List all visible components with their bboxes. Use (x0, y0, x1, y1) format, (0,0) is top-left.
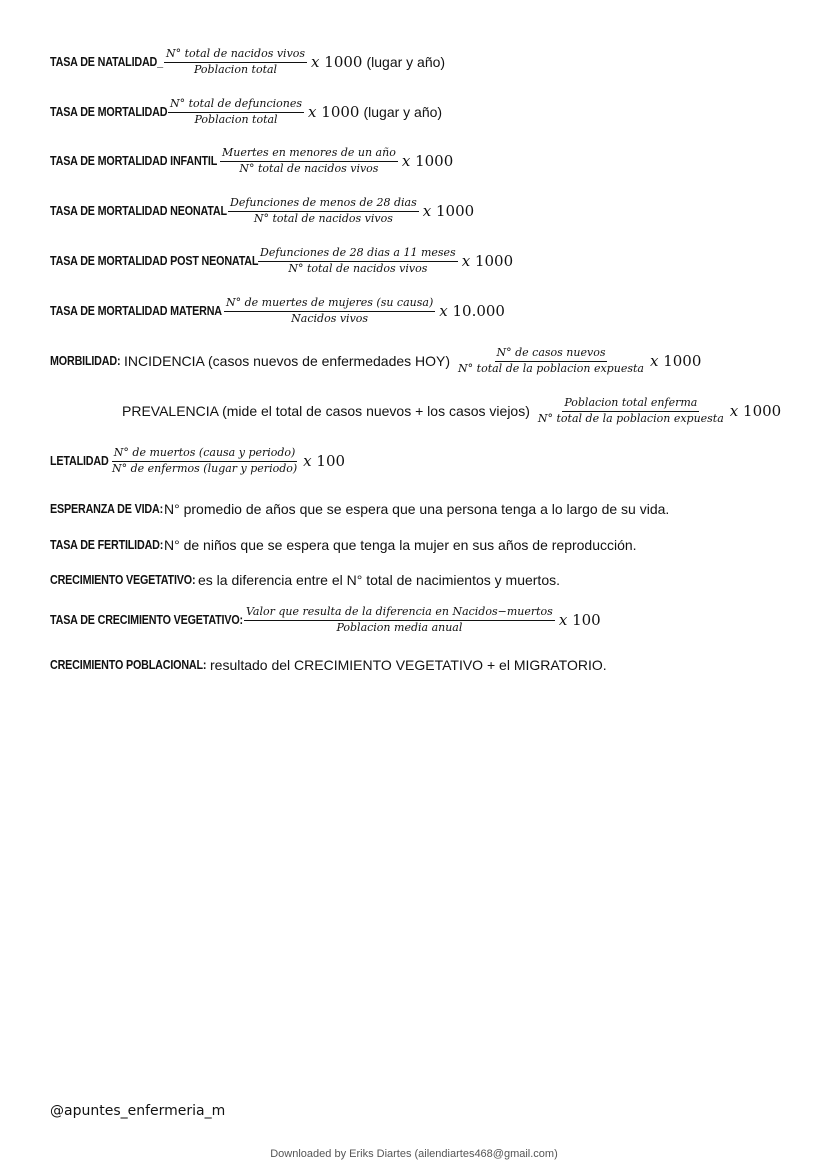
denominator: Poblacion total (193, 62, 278, 76)
label-mortalidad: TASA DE MORTALIDAD (50, 105, 168, 120)
numerator: Defunciones de 28 dias a 11 meses (258, 247, 458, 262)
fertilidad-text: N° de niños que se espera que tenga la mujer en sus años de reproducción. (164, 537, 637, 553)
fraction-materna (224, 297, 435, 325)
fraction-natalidad (164, 48, 307, 76)
label-fertilidad: TASA DE FERTILIDAD: (50, 538, 164, 552)
note: (lugar y año) (366, 54, 446, 71)
formula-mortalidad-post-neonatal (50, 247, 513, 275)
formula-mortalidad-neonatal (50, 197, 474, 225)
incidencia-text: INCIDENCIA (casos nuevos de enfermedades HOY) (124, 353, 451, 370)
formula-letalidad (50, 447, 345, 475)
download-footer: Downloaded by Eriks Diartes (ailendiartes468@gmail.com) (270, 1148, 558, 1160)
label-infantil: TASA DE MORTALIDAD INFANTIL (50, 154, 218, 169)
poblacional-text: resultado del CRECIMIENTO VEGETATIVO + el MIGRATORIO. (210, 657, 607, 673)
multiplier: x 1000 (729, 402, 782, 421)
multiplier: x 100 (558, 611, 601, 630)
numerator: N° de muertes de mujeres (su causa) (224, 297, 435, 312)
label-post-neonatal: TASA DE MORTALIDAD POST NEONATAL (50, 254, 259, 269)
multiplier: x 1000 (401, 152, 454, 171)
multiplier: x 1000 (422, 202, 475, 221)
label-letalidad: LETALIDAD (50, 454, 109, 469)
label-poblacional: CRECIMIENTO POBLACIONAL: (50, 658, 207, 672)
multiplier: x 1000 (649, 352, 702, 371)
formula-morbilidad (50, 347, 701, 375)
label-materna: TASA DE MORTALIDAD MATERNA (50, 304, 222, 319)
numerator: Muertes en menores de un año (220, 147, 398, 162)
fraction-mortalidad (168, 98, 304, 126)
prevalencia-text: PREVALENCIA (mide el total de casos nuevos + los casos viejos) (122, 403, 530, 420)
label-neonatal: TASA DE MORTALIDAD NEONATAL (50, 204, 227, 219)
definition-esperanza-de-vida (50, 500, 669, 518)
numerator: Defunciones de menos de 28 dias (228, 197, 419, 212)
denominator: N° total de nacidos vivos (253, 211, 393, 225)
author-handle: @apuntes_enfermeria_m (50, 1103, 226, 1119)
numerator: N° total de defunciones (168, 98, 304, 113)
fraction-letalidad (110, 447, 299, 475)
label-morbilidad: MORBILIDAD: (50, 354, 121, 369)
formula-mortalidad (50, 98, 442, 126)
fraction-incidencia (456, 347, 646, 375)
numerator: N° total de nacidos vivos (164, 48, 307, 63)
label-tasa-vegetativo: TASA DE CRECIMIENTO VEGETATIVO: (50, 613, 243, 628)
denominator: Poblacion media anual (336, 620, 463, 634)
formula-mortalidad-infantil (50, 147, 453, 175)
vegetativo-text: es la diferencia entre el N° total de nacimientos y muertos. (198, 572, 560, 588)
denominator: Nacidos vivos (291, 311, 369, 325)
fraction-tasa-vegetativo (244, 606, 555, 634)
multiplier: x 10.000 (439, 302, 505, 321)
denominator: N° de enfermos (lugar y periodo) (112, 461, 298, 475)
esperanza-text: N° promedio de años que se espera que una persona tenga a lo largo de su vida. (164, 501, 670, 517)
formula-prevalencia (122, 397, 781, 425)
formula-mortalidad-materna (50, 297, 505, 325)
label-esperanza: ESPERANZA DE VIDA: (50, 502, 163, 516)
denominator: N° total de la poblacion expuesta (537, 411, 724, 425)
numerator: Poblacion total enferma (562, 397, 699, 412)
multiplier: x 100 (303, 452, 346, 471)
label-natalidad: TASA DE NATALIDAD_ (50, 55, 163, 70)
definition-crecimiento-vegetativo (50, 571, 560, 589)
note: (lugar y año) (363, 104, 443, 121)
numerator: N° de muertos (causa y periodo) (112, 447, 298, 462)
formula-tasa-crecimiento-vegetativo (50, 606, 601, 634)
numerator: Valor que resulta de la diferencia en Nacidos−muertos (244, 606, 555, 621)
fraction-neonatal (228, 197, 419, 225)
definition-fertilidad (50, 536, 637, 554)
denominator: N° total de nacidos vivos (239, 161, 379, 175)
multiplier: x 1000 (308, 103, 360, 122)
fraction-infantil (220, 147, 398, 175)
denominator: N° total de nacidos vivos (288, 261, 428, 275)
fraction-post-neonatal (258, 247, 458, 275)
multiplier: x 1000 (311, 53, 363, 72)
denominator: N° total de la poblacion expuesta (458, 361, 644, 375)
fraction-prevalencia (536, 397, 726, 425)
definition-crecimiento-poblacional (50, 656, 607, 674)
formula-natalidad (50, 48, 445, 76)
label-vegetativo: CRECIMIENTO VEGETATIVO: (50, 573, 196, 587)
multiplier: x 1000 (461, 252, 514, 271)
numerator: N° de casos nuevos (495, 347, 608, 362)
denominator: Poblacion total (194, 112, 278, 126)
